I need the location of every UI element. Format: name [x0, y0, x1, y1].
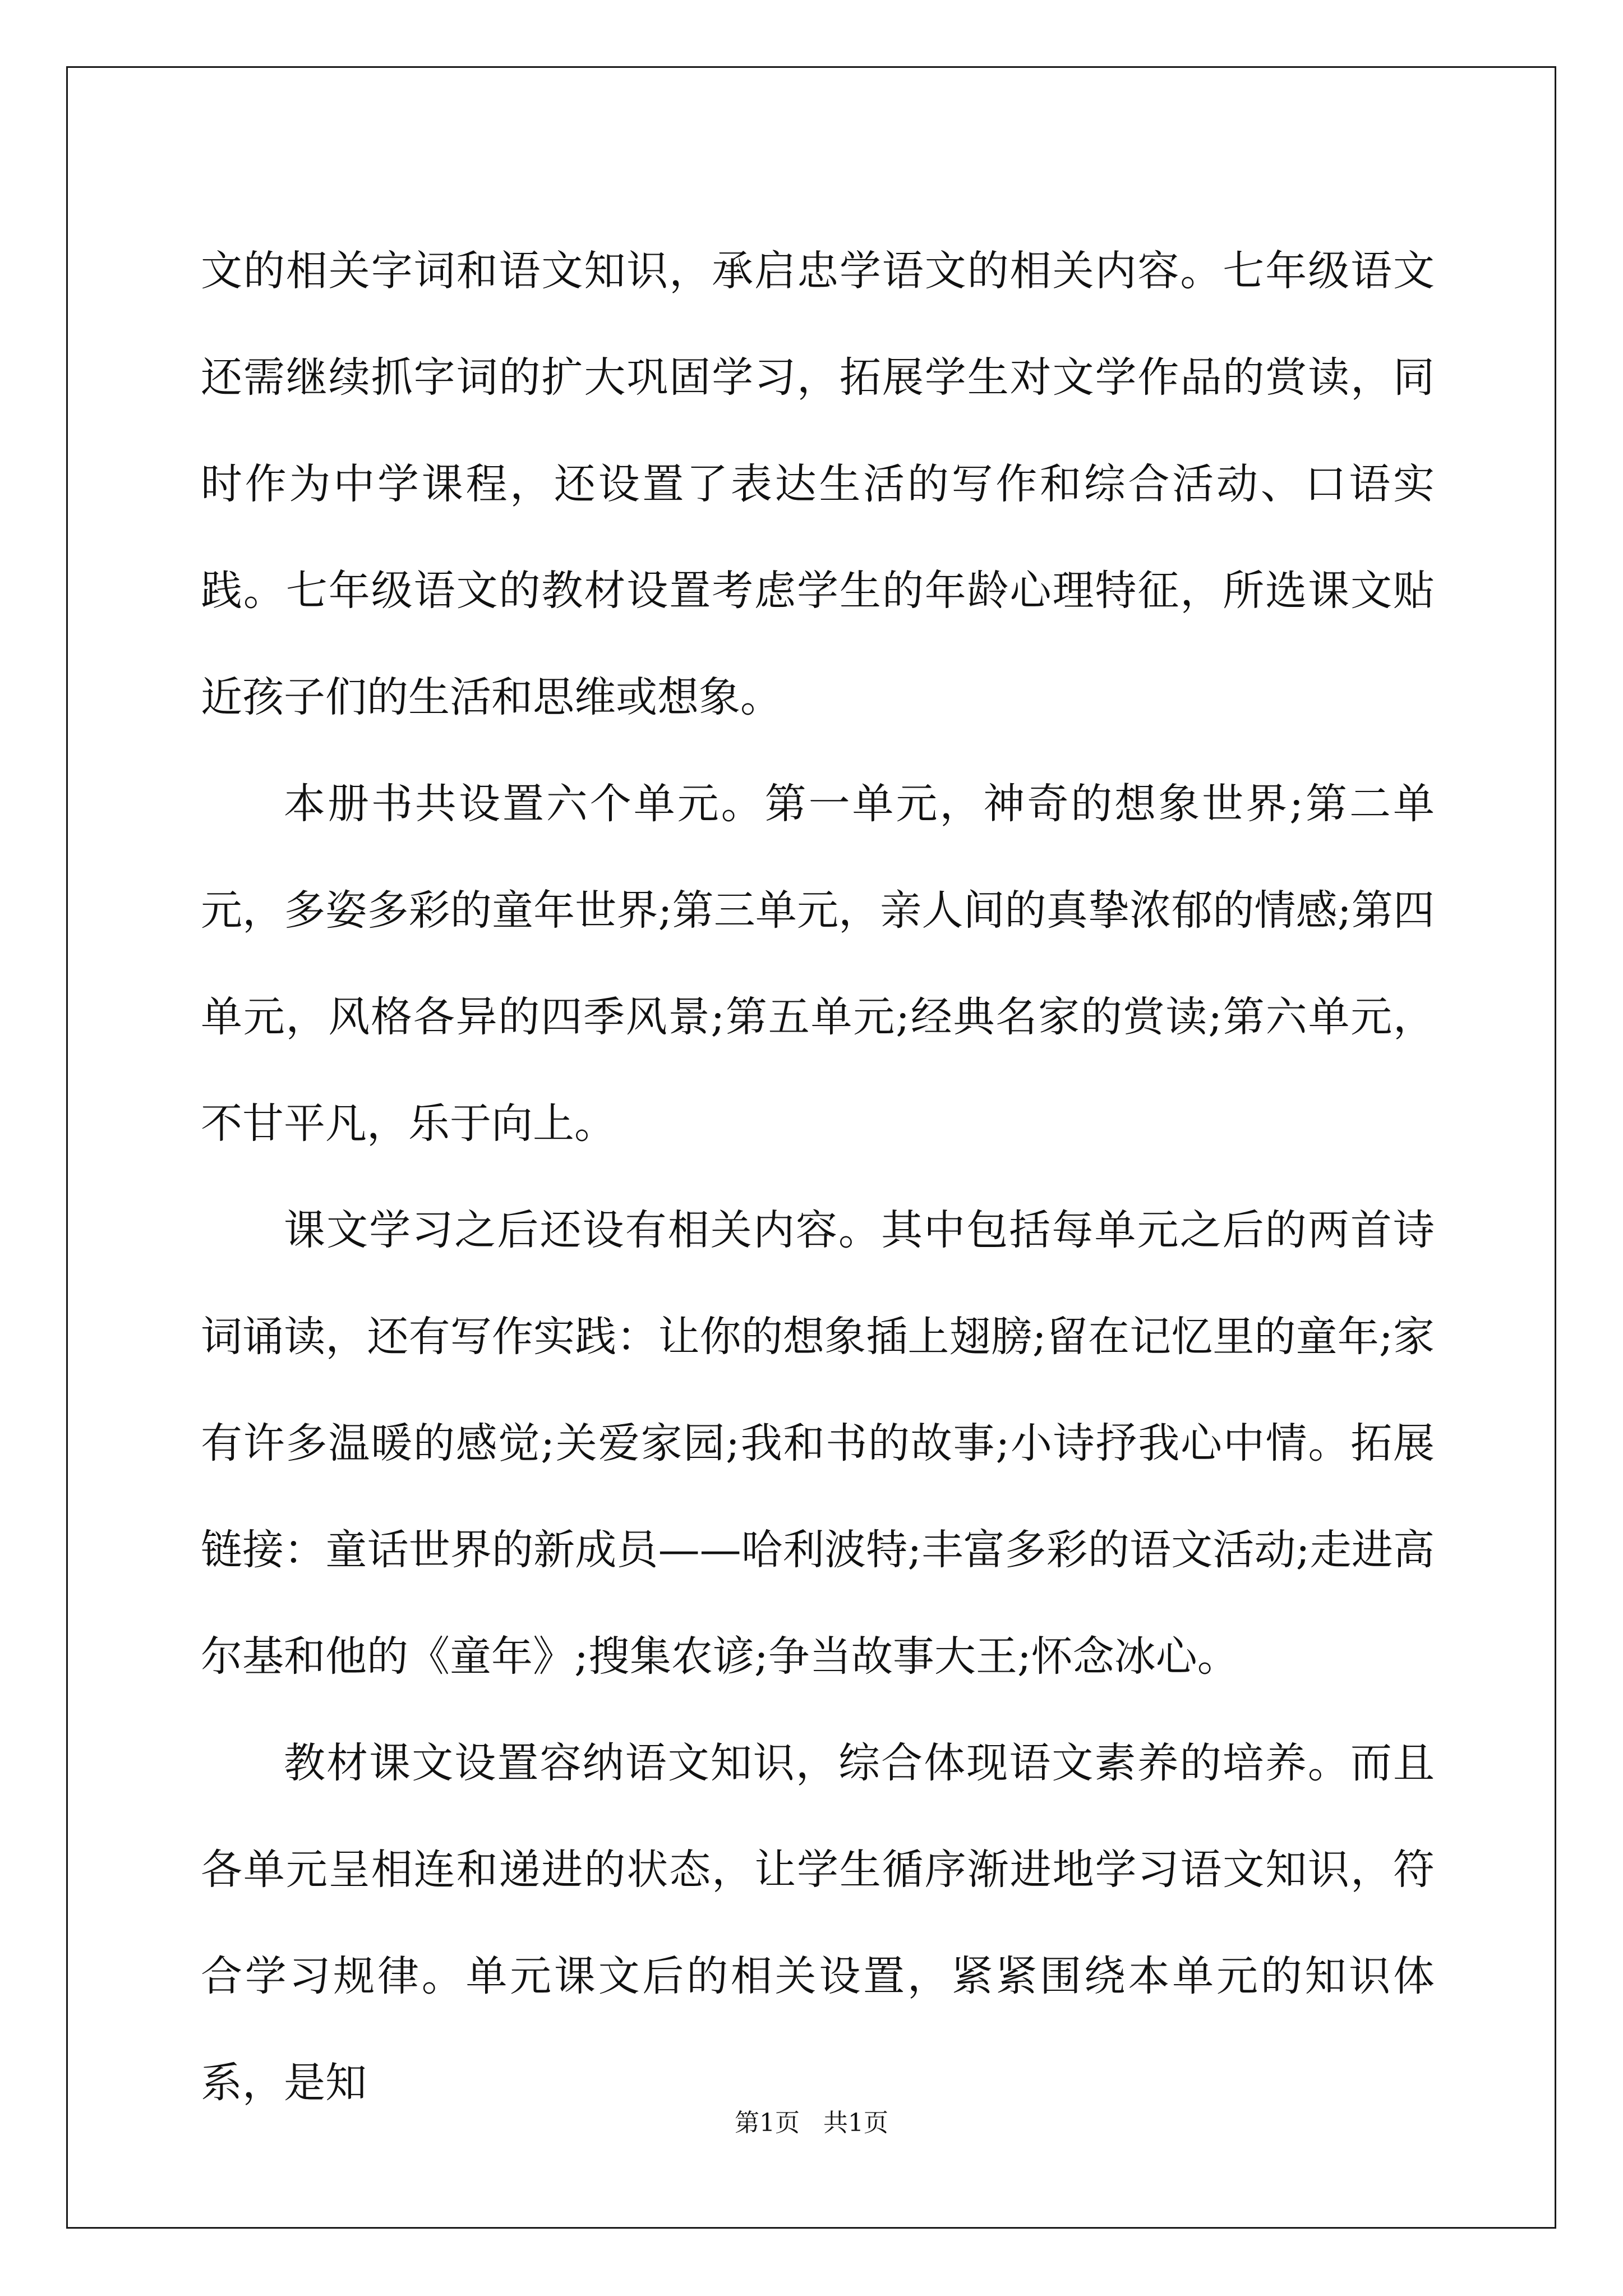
- document-body: [201, 218, 1435, 2136]
- page-number: 第1页: [735, 2109, 800, 2137]
- paragraph-2: 本册书共设置六个单元。第一单元，神奇的想象世界;第二单元，多姿多彩的童年世界;第三单元，亲人间的真挚浓郁的情感;第四单元，风格各异的四季风景;第五单元;经典名家的赏读;第六单元，不甘平凡，乐于向上。: [201, 780, 1435, 1148]
- page-total: 共1页: [823, 2109, 888, 2137]
- paragraph-4: 教材课文设置容纳语文知识，综合体现语文素养的培养。而且各单元呈相连和递进的状态，让学生循序渐进地学习语文知识，符合学习规律。单元课文后的相关设置，紧紧围绕本单元的知识体系，是知: [201, 1739, 1435, 2107]
- paragraph-1: 文的相关字词和语文知识，承启忠学语文的相关内容。七年级语文还需继续抓字词的扩大巩固学习，拓展学生对文学作品的赏读，同时作为中学课程，还设置了表达生活的写作和综合活动、口语实践。七年级语文的教材设置考虑学生的年龄心理特征，所选课文贴近孩子们的生活和思维或想象。: [201, 247, 1435, 721]
- paragraph-3: 课文学习之后还设有相关内容。其中包括每单元之后的两首诗词诵读，还有写作实践：让你的想象插上翅膀;留在记忆里的童年;家有许多温暖的感觉;关爱家园;我和书的故事;小诗抒我心中情。拓展链接：童话世界的新成员——哈利波特;丰富多彩的语文活动;走进高尔基和他的《童年》;搜集农谚;争当故事大王;怀念冰心。: [201, 1206, 1435, 1681]
- page-footer: [0, 2106, 1623, 2140]
